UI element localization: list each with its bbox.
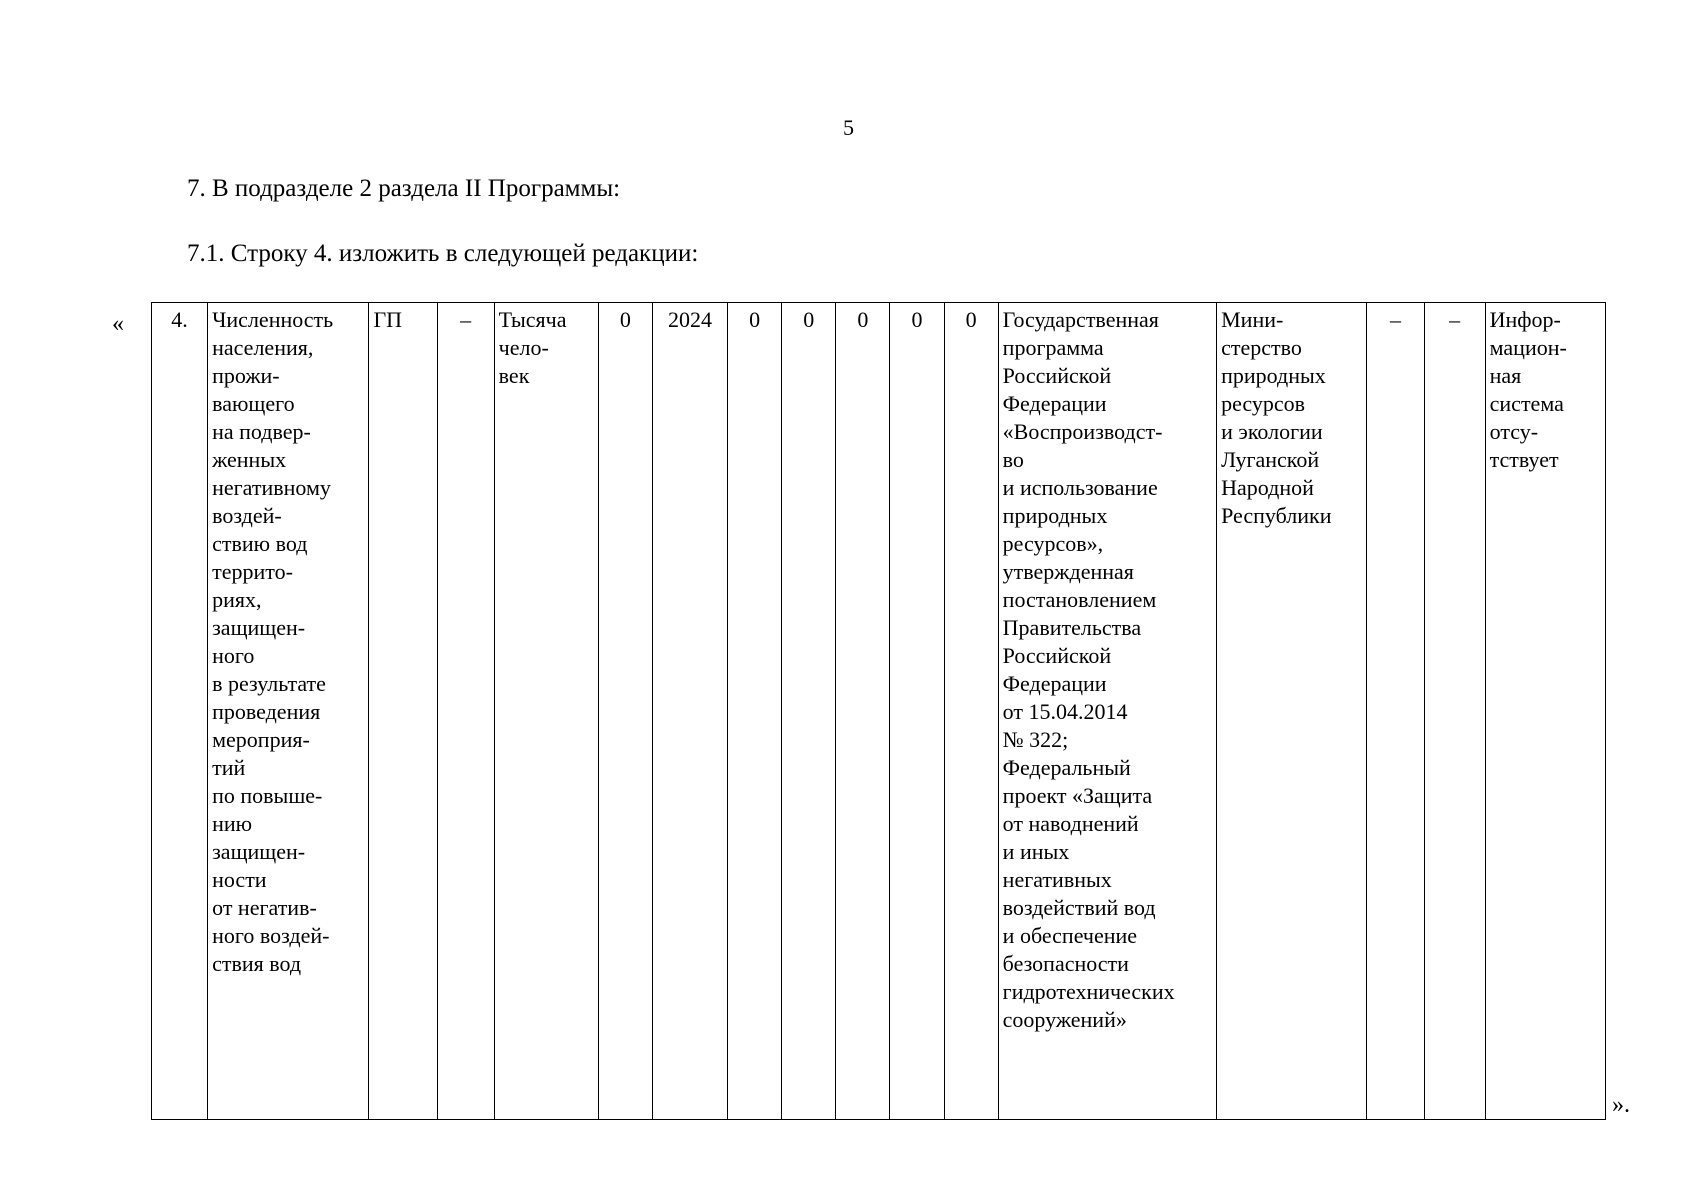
cell-base-value: 0 [598, 303, 652, 1120]
cell-number: 4. [152, 303, 208, 1120]
subsection-heading: 7.1. Строку 4. изложить в следующей редакции: [187, 240, 699, 267]
cell-responsible: Мини- стерство природных ресурсов и экологии Луганской Народной Республики [1217, 303, 1367, 1120]
indicator-table [151, 302, 1606, 1120]
cell-value-2: 0 [782, 303, 836, 1120]
cell-value-1: 0 [728, 303, 782, 1120]
cell-document: Государственная программа Российской Федерации «Воспроизводст- во и использование природных ресурсов», утвержденная постановлением Правительства Российской Федерации от 15.04.2014 № 322; Федеральный проект «Защита от наводнений и иных негативных воздействий вод и обеспечение безопасности гидротехнических сооружений» [998, 303, 1216, 1120]
cell-value-4: 0 [890, 303, 944, 1120]
cell-year: 2024 [652, 303, 727, 1120]
closing-quote: ». [1612, 1092, 1630, 1118]
cell-link-2: – [1424, 303, 1485, 1120]
cell-link-1: – [1367, 303, 1424, 1120]
table-row [152, 303, 1606, 1120]
cell-value-3: 0 [836, 303, 890, 1120]
cell-attribute: – [437, 303, 494, 1120]
section-heading: 7. В подразделе 2 раздела II Программы: [187, 175, 621, 202]
cell-level: ГП [369, 303, 437, 1120]
cell-value-5: 0 [944, 303, 998, 1120]
opening-quote: « [112, 311, 124, 337]
cell-unit: Тысяча чело- век [494, 303, 598, 1120]
page-number: 5 [843, 115, 854, 140]
cell-info-system: Инфор- мацион- ная система отсу- тствует [1485, 303, 1605, 1120]
cell-indicator: Численность населения, прожи- вающего на подвер- женных негативному воздей- ствию вод террито- риях, защищен- ного в результате проведения мероприя- тий по повыше- нию защищен- ности от негатив- ного воздей- ствия вод [208, 303, 369, 1120]
